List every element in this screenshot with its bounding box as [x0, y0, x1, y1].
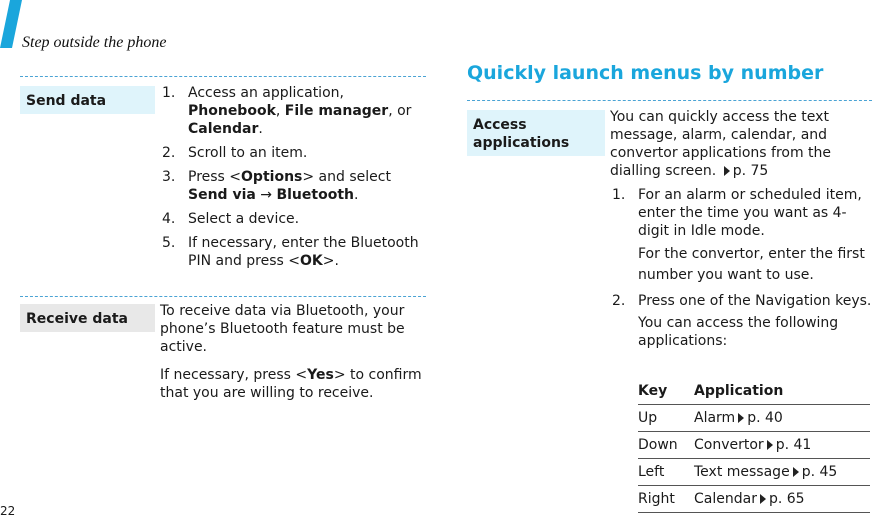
section-heading: Quickly launch menus by number [467, 62, 824, 84]
divider [467, 100, 872, 101]
list-item: 4. Select a device. [162, 211, 300, 227]
table-row: Down Convertor p. 41 [638, 432, 870, 459]
list-item: 3. Press <Options> and select Send via → Bluetooth. [162, 169, 391, 203]
list-item: 5. If necessary, enter the Bluetooth PIN and press <OK>. [162, 235, 419, 269]
page-title: Step outside the phone [22, 34, 167, 51]
divider [20, 76, 426, 77]
receive-data-label: Receive data [20, 304, 155, 332]
access-applications-body: You can quickly access the text message, alarm, calendar, and convertor applications from the dialling screen. p. 75 1. For an alarm or scheduled item, enter the time you want as 4-digit in Idle mode. For the convertor, enter the first number you want to use. 2. Press one of the Navigation keys. You can access the following applications: [610, 108, 874, 356]
divider [20, 296, 426, 297]
page-reference-arrow-icon [793, 467, 799, 477]
page-reference-arrow-icon [760, 494, 766, 504]
header-accent-bar [0, 0, 22, 48]
page-number: 22 [0, 504, 16, 518]
send-data-steps [160, 84, 430, 276]
access-applications-label: Access applications [467, 110, 605, 156]
list-item: 2. Scroll to an item. [162, 145, 308, 161]
page-reference-arrow-icon [767, 440, 773, 450]
table-row: Left Text message p. 45 [638, 459, 870, 486]
page-reference-arrow-icon [738, 413, 744, 423]
list-item: 1. Access an application, Phonebook, File manager, or Calendar. [162, 85, 412, 137]
table-row: Right Calendar p. 65 [638, 486, 870, 513]
list-item: 2. Press one of the Navigation keys. [612, 293, 872, 309]
receive-data-text: To receive data via Bluetooth, your phone’s Bluetooth feature must be active. If necessary, press <Yes> to confirm that you are willing to receive. [160, 303, 422, 401]
key-application-table [638, 378, 870, 513]
page-reference-arrow-icon [724, 166, 730, 176]
table-row: Up Alarm p. 40 [638, 405, 870, 432]
table-header-row: Key Application [638, 378, 870, 405]
send-data-label: Send data [20, 86, 155, 114]
list-item: 1. For an alarm or scheduled item, enter the time you want as 4-digit in Idle mode. [612, 187, 862, 239]
